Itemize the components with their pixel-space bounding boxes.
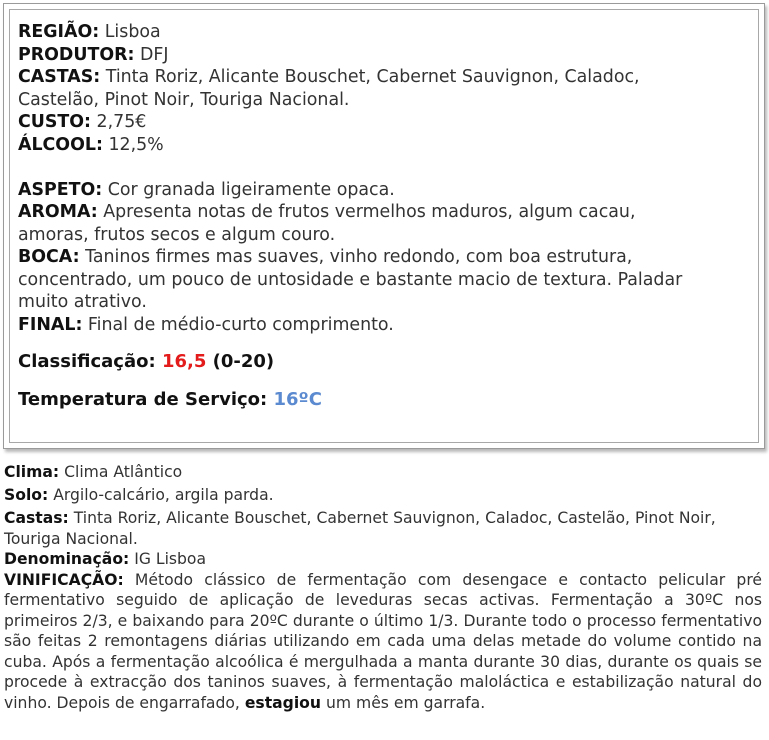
castas-detail-row [4,508,762,549]
castas-value-line-1: Tinta Roriz, Alicante Bouschet, Cabernet Sauvignon, Caladoc, [100,67,640,87]
alcool-label: ÁLCOOL: [18,134,103,155]
vinificacao-paragraph [4,570,762,714]
denominacao-label: Denominação: [4,550,130,568]
vinificacao-label: VINIFICAÇÃO: [4,570,124,589]
aroma-value-line-1: Apresenta notas de frutos vermelhos maduros, algum cacau, [97,202,636,222]
solo-row [4,485,762,506]
classificacao-scale: (0-20) [206,351,275,372]
produtor-row [18,44,750,67]
aroma-row [18,201,750,224]
boca-row-cont-1 [18,269,750,292]
produtor-label: PRODUTOR: [18,44,135,65]
classificacao-score: 16,5 [161,351,207,372]
regiao-label: REGIÃO: [18,22,100,42]
temperatura-value: 16ºC [273,389,322,410]
spacer [18,374,750,388]
boca-value-line-3: muito atrativo. [18,292,147,312]
boca-row [18,246,750,269]
aspeto-value: Cor granada ligeiramente opaca. [102,179,395,200]
clima-label: Clima: [4,463,60,481]
clima-value: Clima Atlântico [59,463,183,481]
solo-label: Solo: [4,485,49,504]
solo-value: Argilo-calcário, argila parda. [48,485,274,504]
final-value: Final de médio-curto comprimento. [82,314,394,335]
boca-label: BOCA: [18,247,80,267]
denominacao-value: IG Lisboa [129,550,207,568]
boca-value-line-1: Taninos firmes mas suaves, vinho redondo, com boa estrutura, [79,247,633,267]
aroma-value-line-2: amoras, frutos secos e algum couro. [18,224,336,245]
classificacao-label: Classificação: [18,351,162,372]
castas-detail-label: Castas: [4,509,69,527]
aspeto-label: ASPETO: [18,179,103,200]
spacer [18,156,750,179]
custo-row [18,111,750,134]
castas-value-line-2: Castelão, Pinot Noir, Touriga Nacional. [18,89,350,110]
aroma-row-cont [18,224,750,247]
vinificacao-bold-word: estagiou [244,693,322,712]
boca-row-cont-2 [18,291,750,314]
castas-label: CASTAS: [18,67,101,87]
custo-value: 2,75€ [91,112,147,132]
aroma-label: AROMA: [18,202,98,222]
alcool-value: 12,5% [102,134,164,155]
aspeto-row [18,179,750,202]
denominacao-row [4,549,762,570]
produtor-value: DFJ [134,44,169,65]
classificacao-row [18,350,750,374]
technical-details [4,462,762,713]
castas-detail-value: Tinta Roriz, Alicante Bouschet, Cabernet Sauvignon, Caladoc, Castelão, Pinot Noir, Touriga Nacional. [4,509,716,548]
regiao-value: Lisboa [99,22,161,42]
spacer [18,336,750,350]
temperatura-row [18,388,750,412]
clima-row [4,462,762,483]
vinificacao-text-2: um mês em garrafa. [321,693,486,712]
alcool-row [18,134,750,157]
final-row [18,314,750,337]
castas-row-cont [18,89,750,112]
wine-review-card-inner [9,9,759,443]
final-label: FINAL: [18,314,83,335]
custo-label: CUSTO: [18,112,92,132]
boca-value-line-2: concentrado, um pouco de untosidade e bastante macio de textura. Paladar [18,269,683,290]
castas-row [18,66,750,89]
temperatura-label: Temperatura de Serviço: [18,389,274,410]
regiao-row [18,21,750,44]
vinificacao-text-1: Método clássico de fermentação com desengace e contacto pelicular pré fermentativo seguido de aplicação de leveduras secas activas. Fermentação a 30ºC nos primeiros 2/3, e baixando para 20ºC durante o último 1/3. Durante todo o processo fermentativo são feitas 2 remontagens diárias utilizando em cada uma delas metade do volume contido na cuba. Após a fermentação alcoólica é mergulhada a manta durante 30 dias, durante os quais se procede à extracção dos taninos suaves, à fermentação maloláctica e estabilização natural do vinho. Depois de engarrafado, [4,570,762,712]
wine-review-card [3,3,765,449]
